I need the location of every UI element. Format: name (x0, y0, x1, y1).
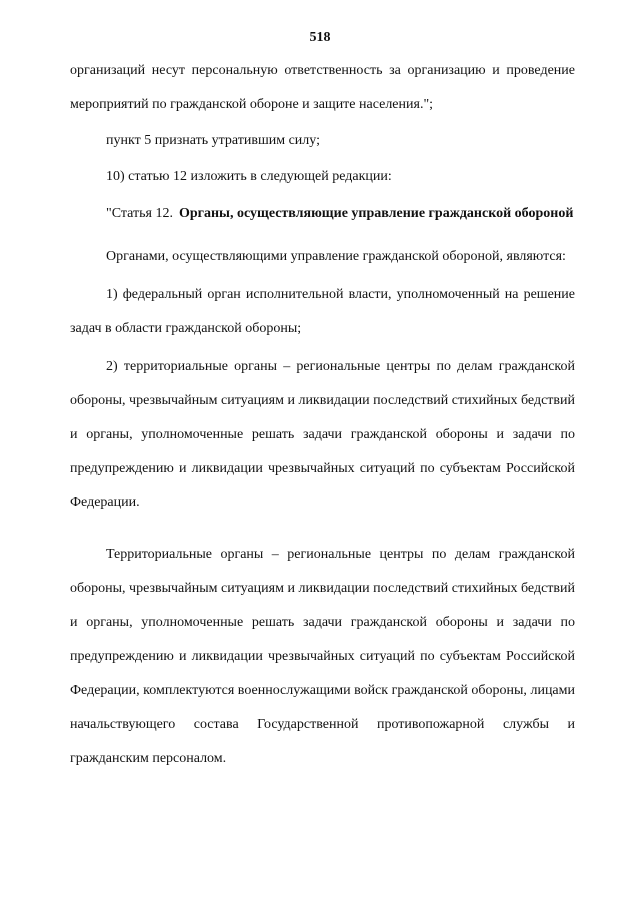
paragraph-item-5: пункт 5 признать утратившим силу; (106, 133, 320, 148)
page-number: 518 (309, 30, 331, 45)
article-list-item-1: 1) федеральный орган исполнительной власти, уполномоченный на решение задач в области гражданской обороны; (70, 287, 575, 336)
document-body (70, 54, 575, 776)
article-staffing-paragraph: Территориальные органы – региональные центры по делам гражданской обороны, чрезвычайным ситуациям и ликвидации последствий стихийных бедствий и органы, уполномоченные решать задачи гражданской обороны и задачи по предупреждению и ликвидации чрезвычайных ситуаций по субъектам Российской Федерации, комплектуются военнослужащими войск гражданской обороны, лицами начальствующего состава Государственной противопожарной службы и гражданским персоналом. (70, 547, 575, 766)
paragraph-item-10: 10) статью 12 изложить в следующей редакции: (106, 169, 392, 184)
article-heading (70, 204, 575, 224)
article-intro-paragraph: Органами, осуществляющими управление гражданской обороной, являются: (106, 249, 566, 264)
article-title: Органы, осуществляющие управление гражданской обороной (178, 206, 574, 221)
paragraph-continuation: организаций несут персональную ответственность за организацию и проведение мероприятий по гражданской обороне и защите населения."; (70, 63, 575, 112)
article-label: "Статья 12. (106, 206, 173, 221)
article-list-item-2: 2) территориальные органы – региональные центры по делам гражданской обороны, чрезвычайным ситуациям и ликвидации последствий стихийных бедствий и органы, уполномоченные решать задачи гражданской обороны и задачи по предупреждению и ликвидации чрезвычайных ситуаций по субъектам Российской Федерации. (70, 359, 575, 510)
